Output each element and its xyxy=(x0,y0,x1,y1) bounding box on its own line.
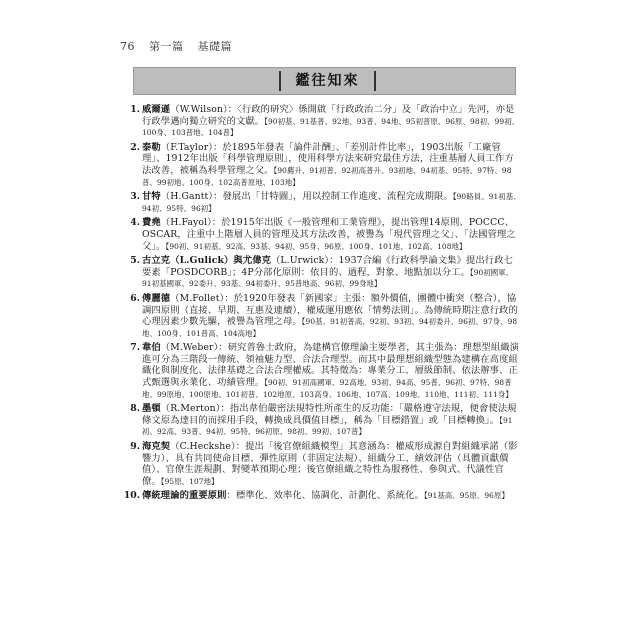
item-term: 威爾遜 xyxy=(142,104,171,115)
exam-tags: 【90初基、91基普、92地、93普、94地、95初普原、96原、98初、99初、100身、103普地、104普】 xyxy=(142,116,520,138)
item-term: 傳統理論的重要原則 xyxy=(142,490,227,502)
section-title: 鑑往知來 xyxy=(279,71,376,91)
page-number: 76 xyxy=(120,40,135,53)
exam-tags: 【91基高、95原、96原】 xyxy=(423,491,509,501)
entry-list xyxy=(120,104,522,505)
item-term: 泰勒 xyxy=(142,141,161,153)
item-body xyxy=(142,293,522,339)
list-item xyxy=(120,441,522,487)
list-item xyxy=(120,217,522,252)
exam-tags: 【91初、92高、93普、94初、95特、96初原、98初、99初、107普】 xyxy=(142,415,513,437)
item-body xyxy=(142,441,522,487)
list-item xyxy=(120,490,522,502)
item-term: 甘特 xyxy=(142,191,161,203)
exam-tags: 【90基、91初普高、92初、93初、94初委升、96初、97身、98地、100身、101普高、104高地】 xyxy=(142,317,518,338)
item-text: （W.Wilson）：〈行政的研究〉係開啟「行政政治二分」及「政治中立」先河，亦是行政學邁向獨立研究的文獻。 xyxy=(142,104,515,127)
item-term: 韋伯 xyxy=(142,342,161,354)
item-term: 古立克（L.Gulick）與尤偉克 xyxy=(142,255,272,267)
exam-tags: 【90初國軍、91初基國軍、92委升、93基、94初委升、95普地高、96初、99身地】 xyxy=(142,267,514,289)
item-number: 2. xyxy=(130,141,140,153)
item-body xyxy=(142,342,522,400)
list-item xyxy=(120,104,522,139)
item-text: ：標準化、效率化、協調化、計劃化、系統化。 xyxy=(226,490,424,502)
exam-tags: 【90初、91初基、92高、93基、94初、95身、96原、100身、101地、102高、108地】 xyxy=(165,241,467,251)
list-item xyxy=(120,142,522,188)
list-item xyxy=(120,342,522,400)
item-body xyxy=(142,403,522,438)
item-number: 4. xyxy=(130,217,140,229)
item-term: 傅麗德 xyxy=(142,292,171,304)
item-number: 3. xyxy=(130,191,140,203)
item-text: （F.Taylor）：於1895年發表「論件計酬」、「差別計件比率」，1903出版「工廠管理」、1912年出版「科學管理原則」，使用科學方法來研究最佳方法，注重基層人員工作方法改善，被稱為科學管理之父。 xyxy=(142,141,514,176)
item-number: 6. xyxy=(130,292,140,304)
item-text: （H.Gantt）：發展出「甘特圖」，用以控制工作進度、流程完成期限。 xyxy=(160,191,453,203)
part-label: 第一篇 xyxy=(149,40,184,53)
section-title-banner xyxy=(133,67,516,95)
item-text: （M.Weber）：研究普魯士政府，為建構官僚理論主要學者，其主張為：理想型組織演進可分為三階段一傳統、領袖魅力型、合法合理型。而其中最理想組織型態為建構在高度組織化與制度化、法律基礎之合法合理權威。其特徵為：專業分工、層級節制、依法辦事、正式甄選與永業化、功績管理。 xyxy=(142,342,520,389)
item-number: 5. xyxy=(130,255,140,267)
exam-tags: 【90初、91初高國軍、92高地、93初、94高、95普、96初、97特、98普地、99原地、100原地、101初普、102地原、103高身、106地、107高、109地、110地、111初、111身】 xyxy=(142,378,513,399)
list-item xyxy=(120,191,522,214)
list-item xyxy=(120,403,522,438)
item-text: （C.Heckshe）：提出「後官僚組織模型」其意涵為：權威形成源自對組織承諾（影響力）、具有共同使命目標、彈性原則（非固定法規）、組織分工、績效評估（具體貢獻價值）、官僚生涯規劃、對變革預期心理；後官僚組織之特性為服務性、參與式、代議性官僚。 xyxy=(142,441,518,487)
item-number: 9. xyxy=(130,441,140,453)
item-term: 海克契 xyxy=(142,441,171,453)
item-term: 費堯 xyxy=(142,217,161,229)
item-number: 7. xyxy=(130,342,140,354)
item-number: 8. xyxy=(130,403,140,415)
item-body xyxy=(142,191,522,214)
exam-tags: 【95原、107地】 xyxy=(160,476,219,486)
item-body xyxy=(142,142,522,188)
item-body xyxy=(142,217,522,252)
exam-tags: 【90薦升、91初普、92初高普升、93初地、94初基、95特、97特、98普、99初地、100身、102高普原地、103地】 xyxy=(142,165,512,187)
running-header xyxy=(120,38,242,54)
item-text: （M.Follet）：於1920年發表「新國家」主張：額外價值，團體中衝突（整合），協調四原則（直接、早期、互惠及連續），權威運用應依「情勢法則」。為傳統時期注意行政的心理因素少數先驅，被譽為管理之母。 xyxy=(142,292,518,328)
exam-tags: 【90路員、91初基、94初、95特、96初】 xyxy=(142,192,521,213)
part-title: 基礎篇 xyxy=(197,40,232,53)
item-text: （H.Fayol）：於1915年出版《一般管理和工業管理》，提出管理14原則、POCCC、OSCAR，注重中上階層人員的管理及其方法改善，被譽為「現代管理之父」、「法國管理之父」。 xyxy=(142,217,516,252)
item-term: 墨頓 xyxy=(142,403,161,415)
list-item xyxy=(120,255,522,290)
list-item xyxy=(120,293,522,339)
item-body xyxy=(142,104,522,139)
item-text: （R.Merton）：指出韋伯嚴密法規特性所產生的反功能：「嚴格遵守法規，便會使法規條文原為達目的而採用手段，轉換成具價值目標」，稱為「目標錯置」或「目標轉換」。 xyxy=(142,403,517,426)
item-text: （L.Urwick）：1937合編《行政科學論文集》提出行政七要素「POSDCORB」；4P分部化原則：依目的、過程，對象、地點加以分工。 xyxy=(142,255,513,278)
item-body xyxy=(142,255,522,290)
item-number: 10. xyxy=(123,490,140,502)
item-body xyxy=(142,490,522,502)
item-number: 1. xyxy=(130,104,140,115)
